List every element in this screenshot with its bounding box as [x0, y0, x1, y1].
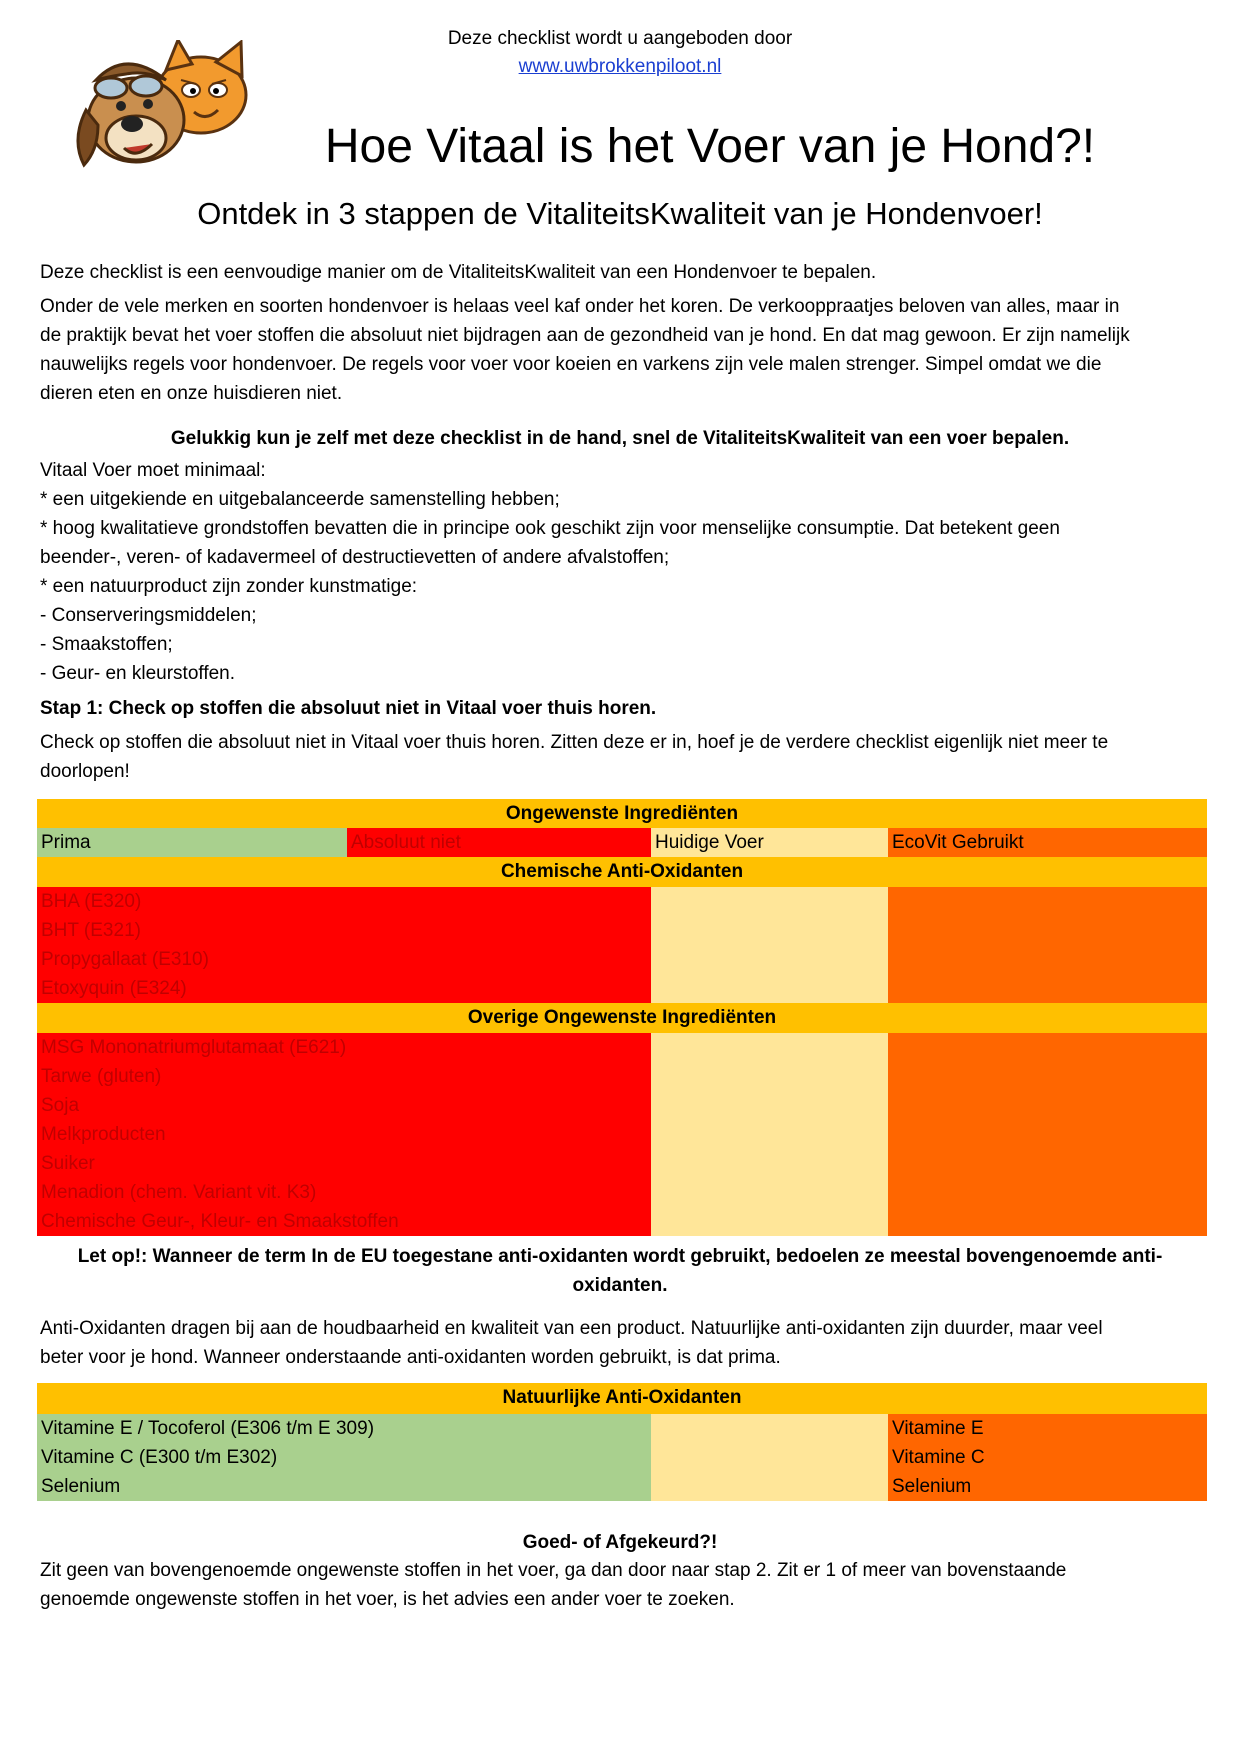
text-line: - Geur- en kleurstoffen.	[40, 663, 236, 684]
step1-text	[40, 728, 1200, 786]
chemical-antioxidants-list	[37, 887, 651, 1003]
ecovit-cell	[888, 1033, 1207, 1236]
list-item: Propygallaat (E310)	[41, 949, 209, 970]
text-line: - Smaakstoffen;	[40, 634, 173, 655]
table-title: Natuurlijke Anti-Oxidanten	[37, 1383, 1207, 1414]
list-item: Selenium	[41, 1476, 121, 1497]
step1-heading: Stap 1: Check op stoffen die absoluut niet in Vitaal voer thuis horen.	[40, 698, 657, 719]
text-line: - Conserveringsmiddelen;	[40, 605, 257, 626]
column-header-huidige-voer: Huidige Voer	[651, 828, 888, 857]
list-item: Suiker	[41, 1153, 95, 1174]
list-item: Melkproducten	[41, 1124, 166, 1145]
list-item: Soja	[41, 1095, 80, 1116]
list-item: BHA (E320)	[41, 891, 142, 912]
verdict-heading: Goed- of Afgekeurd?!	[522, 1532, 718, 1553]
list-item: Vitamine C	[892, 1447, 985, 1468]
text-line: * een natuurproduct zijn zonder kunstmatige:	[40, 576, 418, 597]
page-subtitle: Ontdek in 3 stappen de VitaliteitsKwaliteit van je Hondenvoer!	[197, 196, 1043, 231]
website-link[interactable]: www.uwbrokkenpiloot.nl	[518, 56, 722, 77]
list-item: Selenium	[892, 1476, 972, 1497]
current-food-cell[interactable]	[651, 1414, 888, 1501]
natural-antioxidants-list	[37, 1414, 651, 1501]
text-line: beter voor je hond. Wanneer onderstaande anti-oxidanten worden gebruikt, is dat prima.	[40, 1347, 781, 1368]
list-item: Tarwe (gluten)	[41, 1066, 162, 1087]
intro-paragraph-2	[40, 292, 1200, 408]
criteria-list	[40, 456, 1200, 688]
text-line: Let op!: Wanneer de term In de EU toegestane anti-oxidanten wordt gebruikt, bedoelen ze meestal bovengenoemde anti-	[77, 1246, 1163, 1267]
ecovit-cell	[888, 887, 1207, 1003]
text-line: Zit geen van bovengenoemde ongewenste stoffen in het voer, ga dan door naar stap 2. Zit er 1 of meer van bovenstaande	[40, 1560, 1067, 1581]
text-line: dieren eten en onze huisdieren niet.	[40, 383, 343, 404]
text-line: oxidanten.	[572, 1275, 668, 1296]
text-line: * een uitgekiende en uitgebalanceerde samenstelling hebben;	[40, 489, 560, 510]
natural-antioxidants-table	[37, 1383, 1207, 1501]
list-item: Menadion (chem. Variant vit. K3)	[41, 1182, 317, 1203]
ecovit-list	[888, 1414, 1207, 1501]
list-item: MSG Mononatriumglutamaat (E621)	[41, 1037, 347, 1058]
list-item: Etoxyquin (E324)	[41, 978, 187, 999]
text-line: beender-, veren- of kadavermeel of destructievetten of andere afvalstoffen;	[40, 547, 670, 568]
antioxidant-paragraph	[40, 1314, 1200, 1372]
current-food-cell[interactable]	[651, 887, 888, 1003]
list-item: Vitamine E / Tocoferol (E306 t/m E 309)	[41, 1418, 375, 1439]
column-header-prima: Prima	[37, 828, 347, 857]
unwanted-ingredients-table	[37, 799, 1207, 1236]
text-line: Check op stoffen die absoluut niet in Vitaal voer thuis horen. Zitten deze er in, hoef je de verdere checklist eigenlijk niet meer te	[40, 732, 1109, 753]
column-header-ecovit: EcoVit Gebruikt	[888, 828, 1207, 857]
text-line: Vitaal Voer moet minimaal:	[40, 460, 266, 481]
list-item: BHT (E321)	[41, 920, 141, 941]
text-line: Onder de vele merken en soorten hondenvoer is helaas veel kaf onder het koren. De verkooppraatjes beloven van alles, maar in	[40, 296, 1120, 317]
text-line: genoemde ongewenste stoffen in het voer, is het advies een ander voer te zoeken.	[40, 1589, 735, 1610]
section-title: Chemische Anti-Oxidanten	[37, 857, 1207, 887]
list-item: Vitamine C (E300 t/m E302)	[41, 1447, 278, 1468]
warning-note	[40, 1242, 1200, 1300]
intro-paragraph-1: Deze checklist is een eenvoudige manier om de VitaliteitsKwaliteit van een Hondenvoer te bepalen.	[40, 262, 877, 283]
website-link-wrapper	[0, 56, 1240, 78]
text-line: de praktijk bevat het voer stoffen die absoluut niet bijdragen aan de gezondheid van je hond. En dat mag gewoon. Er zijn namelijk	[40, 325, 1130, 346]
table-title: Ongewenste Ingrediënten	[37, 799, 1207, 828]
intro-bold-line: Gelukkig kun je zelf met deze checklist in de hand, snel de VitaliteitsKwaliteit van een voer bepalen.	[170, 428, 1070, 449]
offer-text: Deze checklist wordt u aangeboden door	[447, 28, 793, 49]
text-line: nauwelijks regels voor hondenvoer. De regels voor voer voor koeien en varkens zijn vele malen strenger. Simpel omdat we die	[40, 354, 1102, 375]
other-unwanted-list	[37, 1033, 651, 1236]
current-food-cell[interactable]	[651, 1033, 888, 1236]
page-title: Hoe Vitaal is het Voer van je Hond?!	[324, 120, 1096, 173]
verdict-text	[40, 1556, 1200, 1614]
text-line: * hoog kwalitatieve grondstoffen bevatten die in principe ook geschikt zijn voor menselijke consumptie. Dat betekent geen	[40, 518, 1060, 539]
column-header-absoluut-niet: Absoluut niet	[347, 828, 651, 857]
section-title: Overige Ongewenste Ingrediënten	[37, 1003, 1207, 1033]
list-item: Vitamine E	[892, 1418, 984, 1439]
text-line: doorlopen!	[40, 761, 130, 782]
text-line: Anti-Oxidanten dragen bij aan de houdbaarheid en kwaliteit van een product. Natuurlijke anti-oxidanten zijn duurder, maar veel	[40, 1318, 1103, 1339]
list-item: Chemische Geur-, Kleur- en Smaakstoffen	[41, 1211, 399, 1232]
